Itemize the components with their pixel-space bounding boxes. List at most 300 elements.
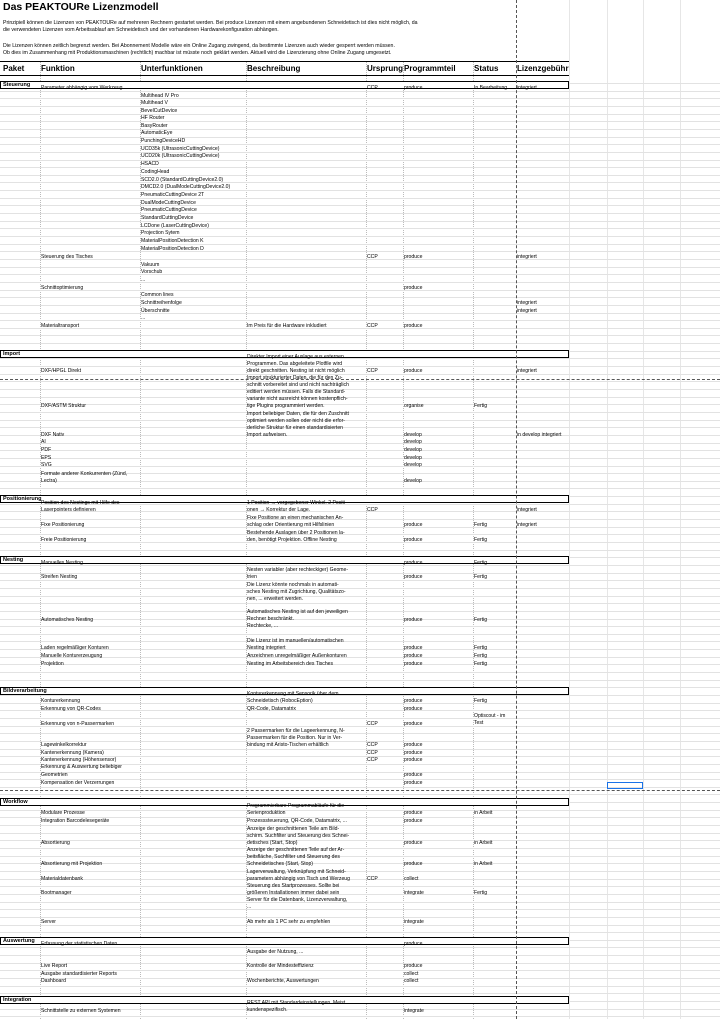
cell-text-line: Konturerkennung mit Sensorik über dem <box>247 691 339 697</box>
column-divider <box>569 0 570 1019</box>
row-divider <box>0 435 720 436</box>
cell-text-line: ... <box>247 904 252 910</box>
cell-text-line: Position des Nestings mit Hilfe des <box>41 500 120 506</box>
cell-text-line: Direkter Import einer Auslage aus externen <box>247 354 344 360</box>
intro-line: Ob dies im Zusammenhang mit Produktionsmaschinen (rechtlich) machbar ist müsste noch geklärt werden. Aktuell wird die Lizenzierung ohne Online Zugang umgesetzt. <box>3 50 392 56</box>
table-cell[interactable]: produce <box>404 963 423 969</box>
table-cell[interactable]: CCP <box>367 742 378 748</box>
table-cell[interactable]: organise <box>404 403 424 409</box>
column-header[interactable]: Ursprung <box>367 64 403 73</box>
cell-text-line: optimiert werden sollen oder nicht die erfor- <box>247 418 345 424</box>
cell-text-line: Bestehende Auslagen über 2 Positionen la- <box>247 530 345 536</box>
cell-text-line: schirm. Suchfilter und Steuerung des Schnei- <box>247 833 350 839</box>
table-cell[interactable]: Vorschub <box>141 269 163 275</box>
row-divider <box>0 932 720 933</box>
table-cell[interactable]: PunchingDeviceHD <box>141 138 186 144</box>
table-cell[interactable]: Lagewinkelkorrektur <box>41 742 87 748</box>
column-header[interactable]: Status <box>474 64 499 73</box>
cell-text-line: Nesting integriert <box>247 645 286 651</box>
table-cell[interactable]: DualModeCuttingDevice <box>141 200 196 206</box>
table-cell[interactable]: Wochenberichte, Auswertungen <box>247 978 319 984</box>
row-divider <box>0 198 720 199</box>
cell-text-line: REST API mit Standardeinstellungen. Meist <box>247 1000 346 1006</box>
table-cell[interactable]: BevelCutDevice <box>141 108 178 114</box>
row-divider <box>0 634 720 635</box>
table-cell[interactable]: Integration Barcodelesegeräte <box>41 818 110 824</box>
cell-text-line: Erkennung & Auswertung beliebiger <box>41 764 122 770</box>
table-cell[interactable]: Automatisches Nesting <box>41 617 94 623</box>
table-cell[interactable]: Nesting im Arbeitsbereich des Tisches <box>247 661 334 667</box>
cell-text-line: Import strukturierter Daten, die für den Zu- <box>247 375 343 381</box>
column-header[interactable]: Beschreibung <box>247 64 301 73</box>
row-divider <box>0 886 720 887</box>
table-cell[interactable]: in Arbeit <box>474 861 493 867</box>
table-cell[interactable]: produce <box>404 840 423 846</box>
table-cell[interactable]: integrate <box>404 1008 424 1014</box>
table-cell[interactable]: MaterialPositionDetection D <box>141 246 204 252</box>
table-cell[interactable]: Absortierung mit Projektion <box>41 861 103 867</box>
column-header[interactable]: Unterfunktionen <box>141 64 203 73</box>
table-cell[interactable]: develop <box>404 478 422 484</box>
table-cell[interactable]: Vakuum <box>141 262 160 268</box>
table-cell[interactable]: Manuelle Konturerzeugung <box>41 653 103 659</box>
table-cell[interactable]: in Arbeit <box>474 810 493 816</box>
row-divider <box>0 228 720 229</box>
cell-text-line: 1 Position → vorgegebener Winkel. 2 Positi- <box>247 500 347 506</box>
table-cell[interactable]: DXF Nativ <box>41 432 65 438</box>
table-cell[interactable]: CCP <box>367 368 378 374</box>
row-divider <box>0 833 720 834</box>
row-divider <box>0 825 720 826</box>
row-divider <box>0 397 720 398</box>
table-cell[interactable]: Fertig <box>474 537 488 543</box>
row-divider <box>0 144 720 145</box>
row-divider <box>0 565 720 566</box>
table-cell[interactable]: Kompensation der Verzerrungen <box>41 780 115 786</box>
table-cell[interactable]: QR-Code, Datamatrix <box>247 706 296 712</box>
table-cell[interactable]: MaterialPositionDetection K <box>141 238 204 244</box>
table-cell[interactable]: Anzeichnen unregelmäßiger Außenkonturen <box>247 653 347 659</box>
cell-text-line: Programmierbare Programmabläufe für die <box>247 803 345 809</box>
table-cell[interactable]: SVG <box>41 462 52 468</box>
table-cell[interactable]: Kantenerkennung (Höhensensor) <box>41 757 117 763</box>
row-divider <box>0 358 720 359</box>
cell-text-line: Optiscout - im <box>474 713 506 719</box>
row-divider <box>0 366 720 367</box>
table-cell[interactable]: Fertig <box>474 698 488 704</box>
table-cell[interactable]: develop <box>404 439 422 445</box>
table-cell[interactable]: Materialdatenbank <box>41 876 83 882</box>
table-cell[interactable]: UCD20k (UltrasonicCuttingDevice) <box>141 153 220 159</box>
cell-text-line: direkt geschnitten. Nesting ist nicht möglich <box>247 368 345 374</box>
row-divider <box>0 152 720 153</box>
row-divider <box>0 106 720 107</box>
row-divider <box>0 282 720 283</box>
row-divider <box>0 619 720 620</box>
table-cell[interactable]: produce <box>404 617 423 623</box>
table-cell[interactable]: produce <box>404 574 423 580</box>
table-cell[interactable]: collect <box>404 978 419 984</box>
row-divider <box>0 978 720 979</box>
cell-text-line: Rechtecke, ... <box>247 623 279 629</box>
table-cell[interactable]: Fertig <box>474 522 488 528</box>
cell-text-line: trien <box>247 574 257 580</box>
row-divider <box>0 121 720 122</box>
table-cell[interactable]: produce <box>404 780 423 786</box>
row-divider <box>0 160 720 161</box>
table-cell[interactable]: produce <box>404 285 423 291</box>
table-cell[interactable]: Manuelles Nesting <box>41 560 83 566</box>
row-divider <box>0 328 720 329</box>
cell-text-line: den, benötigt Projektion. Offline Nesting <box>247 537 337 543</box>
table-cell[interactable]: produce <box>404 645 423 651</box>
table-cell[interactable]: BasyRouter <box>141 123 168 129</box>
table-cell[interactable]: UCD35k (UltrasonicCuttingDevice) <box>141 146 220 152</box>
table-cell[interactable]: produce <box>404 368 423 374</box>
table-cell[interactable]: Fertig <box>474 661 488 667</box>
cell-text-line: Anzeige der geschnittenen Teile am Bild- <box>247 826 340 832</box>
row-divider <box>0 993 720 994</box>
table-cell[interactable]: integriert <box>517 308 537 314</box>
table-cell[interactable]: Fertig <box>474 890 488 896</box>
row-divider <box>0 894 720 895</box>
cell-text-line: 2 Passermarken für die Lageerkennung, N- <box>247 728 345 734</box>
table-cell[interactable]: integriert <box>517 254 537 260</box>
cell-text-line: schnitt vorbereitet sind und nicht nachträglich <box>247 382 349 388</box>
table-cell[interactable]: DXF/HPGL Direkt <box>41 368 82 374</box>
table-cell[interactable]: Multihead IV Pro <box>141 93 179 99</box>
row-divider <box>0 718 720 719</box>
table-cell[interactable]: integrate <box>404 890 424 896</box>
row-divider <box>0 917 720 918</box>
cell-text-line: Server für die Datenbank, Lizenzverwaltung, <box>247 897 348 903</box>
table-cell[interactable]: produce <box>404 721 423 727</box>
table-cell[interactable]: Erkennung von n-Passermarken <box>41 721 115 727</box>
table-cell[interactable]: CCP <box>367 254 378 260</box>
cell-text-line: parametern abhängig von Tisch und Werzeug <box>247 876 350 882</box>
column-divider <box>607 0 608 1019</box>
table-cell[interactable]: produce <box>404 861 423 867</box>
row-divider <box>0 488 720 489</box>
table-cell[interactable]: produce <box>404 522 423 528</box>
row-divider <box>0 963 720 964</box>
cell-text-line: Ausgabe der Nutzung, ... <box>247 949 304 955</box>
table-cell[interactable]: CodingHead <box>141 169 170 175</box>
table-cell[interactable]: AutomaticEye <box>141 130 173 136</box>
row-divider <box>0 733 720 734</box>
section-label: Import <box>3 351 21 357</box>
row-divider <box>0 810 720 811</box>
table-cell[interactable]: Kontrolle der Mindesteffizienz <box>247 963 314 969</box>
row-divider <box>0 641 720 642</box>
row-divider <box>0 626 720 627</box>
table-cell[interactable]: Projektion <box>41 661 64 667</box>
row-divider <box>0 420 720 421</box>
row-divider <box>0 1016 720 1017</box>
table-cell[interactable]: Ab mehr als 1 PC sehr zu empfehlen <box>247 919 331 925</box>
row-divider <box>0 710 720 711</box>
table-cell[interactable]: Prozesssteuerung, QR-Code, Datamatrix, ... <box>247 818 347 824</box>
row-divider <box>0 611 720 612</box>
row-divider <box>0 114 720 115</box>
table-cell[interactable]: Erfassung der statistischen Daten <box>41 941 118 947</box>
table-cell[interactable]: produce <box>404 698 423 704</box>
table-cell[interactable]: produce <box>404 706 423 712</box>
table-cell[interactable]: PDF <box>41 447 52 453</box>
table-cell[interactable]: Server <box>41 919 57 925</box>
row-divider <box>0 902 720 903</box>
row-divider <box>0 542 720 543</box>
table-cell[interactable]: produce <box>404 323 423 329</box>
table-cell[interactable]: Fertig <box>474 403 488 409</box>
cell-text-line: tige Plugins programmiert werden. <box>247 403 325 409</box>
table-cell[interactable]: integriert <box>517 300 537 306</box>
cell-text-line: Die Lizenz könnte nochmals in automati- <box>247 582 339 588</box>
table-cell[interactable]: Fertig <box>474 653 488 659</box>
table-cell[interactable]: ... <box>141 277 146 283</box>
cell-text-line: bindung mit Aristo-Tischen erhältlich <box>247 742 329 748</box>
table-cell[interactable]: EPS <box>41 455 52 461</box>
table-cell[interactable]: produce <box>404 254 423 260</box>
table-cell[interactable]: HSACD <box>141 161 159 167</box>
table-cell[interactable]: produce <box>404 560 423 566</box>
table-cell[interactable]: integriert <box>517 522 537 528</box>
table-cell[interactable]: CCP <box>367 721 378 727</box>
cell-text-line: Schneidetisch (RobocEption) <box>247 698 313 704</box>
row-divider <box>0 573 720 574</box>
row-divider <box>0 925 720 926</box>
table-cell[interactable]: Projection Sytem <box>141 230 180 236</box>
column-header[interactable]: Programmteil <box>404 64 456 73</box>
table-cell[interactable]: Schnittstelle zu externen Systemen <box>41 1008 121 1014</box>
row-divider <box>0 603 720 604</box>
table-cell[interactable]: Fertig <box>474 617 488 623</box>
section-label: Workflow <box>3 799 28 805</box>
row-divider <box>0 404 720 405</box>
cell-text-line: beitsfläche, Suchfilter und Steuerung des <box>247 854 340 860</box>
table-cell[interactable]: PneumaticCuttingDevice <box>141 207 197 213</box>
table-cell[interactable]: Absortierung <box>41 840 70 846</box>
table-cell[interactable]: CCP <box>367 85 378 91</box>
table-cell[interactable]: integriert <box>517 368 537 374</box>
table-cell[interactable]: Live Report <box>41 963 68 969</box>
row-divider <box>0 863 720 864</box>
cell-text-line: schlag oder Orientierung mit Hilfslinien <box>247 522 335 528</box>
row-divider <box>0 519 720 520</box>
table-cell[interactable]: AI <box>41 439 46 445</box>
row-divider <box>0 527 720 528</box>
table-cell[interactable]: Parameter abhängig vom Werkzeug <box>41 85 123 91</box>
row-divider <box>0 320 720 321</box>
column-header[interactable]: Lizenzgebühr <box>517 64 569 73</box>
table-cell[interactable]: Im Preis für die Hardware inkludiert <box>247 323 327 329</box>
cell-text-line: Formate anderer Konkurrenten (Zünd, <box>41 471 128 477</box>
column-divider <box>680 0 681 1019</box>
table-cell[interactable]: produce <box>404 537 423 543</box>
table-cell[interactable]: produce <box>404 661 423 667</box>
row-divider <box>0 129 720 130</box>
table-cell[interactable]: produce <box>404 742 423 748</box>
row-divider <box>0 955 720 956</box>
row-divider <box>0 657 720 658</box>
row-divider <box>0 450 720 451</box>
row-divider <box>0 443 720 444</box>
table-cell[interactable]: CCP <box>367 876 378 882</box>
section-label: Integration <box>3 997 32 1003</box>
table-cell[interactable]: Ausgabe standardisierter Reports <box>41 971 117 977</box>
table-cell[interactable]: HF Router <box>141 115 165 121</box>
row-divider <box>0 221 720 222</box>
cell-text-line: Serienproduktion <box>247 810 286 816</box>
cell-text-line: produce <box>404 772 423 778</box>
table-cell[interactable]: integriert <box>517 507 537 513</box>
table-cell[interactable]: develop <box>404 462 422 468</box>
cell-text-line: Anzeige der geschnittenen Teile auf der Ar- <box>247 847 345 853</box>
table-cell[interactable]: Modulare Prozesse <box>41 810 85 816</box>
table-cell[interactable]: in Arbeit <box>474 840 493 846</box>
row-divider <box>0 305 720 306</box>
table-cell[interactable]: Überschnitte <box>141 308 170 314</box>
table-cell[interactable]: SCD2.0 (StandardCuttingDevice2.0) <box>141 177 224 183</box>
table-cell[interactable]: Multihead V <box>141 100 168 106</box>
table-cell[interactable]: Freie Positionierung <box>41 537 87 543</box>
table-cell[interactable]: develop <box>404 447 422 453</box>
row-divider <box>0 534 720 535</box>
table-cell[interactable]: Schnittreihenfolge <box>141 300 182 306</box>
table-cell[interactable]: produce <box>404 750 423 756</box>
row-divider <box>0 236 720 237</box>
row-divider <box>0 343 720 344</box>
row-divider <box>0 374 720 375</box>
table-cell[interactable]: integrate <box>404 919 424 925</box>
table-cell[interactable]: ... <box>141 315 146 321</box>
row-divider <box>0 412 720 413</box>
table-cell[interactable]: Konturerkennung <box>41 698 81 704</box>
row-divider <box>0 871 720 872</box>
row-divider <box>0 580 720 581</box>
table-cell[interactable]: Erkennung von QR-Codes <box>41 706 101 712</box>
table-cell[interactable]: collect <box>404 971 419 977</box>
row-divider <box>0 703 720 704</box>
table-cell[interactable]: Laden regelmäßiger Konturen <box>41 645 109 651</box>
row-divider <box>0 259 720 260</box>
table-cell[interactable]: CCP <box>367 750 378 756</box>
section-label: Bildverarbeitung <box>3 688 47 694</box>
row-divider <box>0 986 720 987</box>
table-cell[interactable]: develop <box>404 455 422 461</box>
page-title: Das PEAKTOURe Lizenzmodell <box>3 1 159 13</box>
table-cell[interactable]: PneumaticCuttingDevice 2T <box>141 192 205 198</box>
row-divider <box>0 909 720 910</box>
cell-text-line: onen → Korrektur der Lage. <box>247 507 311 513</box>
row-divider <box>0 182 720 183</box>
table-cell[interactable]: CCP <box>367 757 378 763</box>
row-divider <box>0 244 720 245</box>
table-cell[interactable]: collect <box>404 876 419 882</box>
cell-text-line: nen, ... erweitert werden. <box>247 596 304 602</box>
cell-text-line: Die Lizenz ist im manuellen/automatischen <box>247 638 344 644</box>
table-cell[interactable]: integriert <box>517 85 537 91</box>
row-divider <box>0 511 720 512</box>
table-cell[interactable]: Fertig <box>474 574 488 580</box>
row-divider <box>0 267 720 268</box>
table-cell[interactable]: StandardCuttingDevice <box>141 215 194 221</box>
row-divider <box>0 213 720 214</box>
intro-line: Prinzipiell können die Lizenzen von PEAKTOURe auf mehreren Rechnern gestartet werden. Bei produce Lizenzen mit einem angebundenen Schneidetisch ist dies nicht möglich, da <box>3 20 418 26</box>
table-cell[interactable]: Fixe Positionierung <box>41 522 85 528</box>
table-cell[interactable]: Streifen Nesting <box>41 574 78 580</box>
cell-text-line: Passermarken für die Position. Nur in Ver- <box>247 735 343 741</box>
cell-text-line: Fixe Positione an einen mechanischen An- <box>247 515 344 521</box>
cell-text-line: Lectra) <box>41 478 57 484</box>
table-cell[interactable]: develop <box>404 432 422 438</box>
row-divider <box>0 167 720 168</box>
column-header[interactable]: Funktion <box>41 64 75 73</box>
row-divider <box>0 137 720 138</box>
table-cell[interactable]: Dashboard <box>41 978 66 984</box>
cell-text-line: derliche Struktur für einen standardisierten <box>247 425 343 431</box>
row-divider <box>0 596 720 597</box>
table-cell[interactable]: Schnittoptimierung <box>41 285 84 291</box>
intro-line: Die Lizenzen können zeitlich begrenzt werden. Bei Abonnement Modelle wäre ein Online Zugang zwingend, da bestimmte Lizenzen auch wieder gesperrt werden müssen. <box>3 43 395 49</box>
row-divider <box>0 481 720 482</box>
table-cell[interactable]: In Bearbeitung <box>474 85 508 91</box>
header-top-border <box>0 61 569 62</box>
table-cell[interactable]: DMCD2.0 (DualModeCuttingDevice2.0) <box>141 184 231 190</box>
table-cell[interactable]: produce <box>404 818 423 824</box>
table-cell[interactable]: DXF/ASTM Struktur <box>41 403 87 409</box>
cell-text-line: Steuerung des Startprozesses. Sollte bei <box>247 883 340 889</box>
column-header[interactable]: Paket <box>3 64 25 73</box>
page-break-line <box>0 790 720 791</box>
row-divider <box>0 274 720 275</box>
table-cell[interactable]: Common lines <box>141 292 174 298</box>
table-cell[interactable]: CCP <box>367 323 378 329</box>
row-divider <box>0 175 720 176</box>
cell-text-line: Laserpointers definieren <box>41 507 96 513</box>
page-break-line <box>0 379 720 380</box>
table-cell[interactable]: Kantenerkennung (Kamera) <box>41 750 104 756</box>
cell-text-line: kundenspezifisch. <box>247 1007 288 1013</box>
selected-cell[interactable] <box>607 782 643 789</box>
table-cell[interactable]: Fertig <box>474 560 488 566</box>
row-divider <box>0 772 720 773</box>
table-cell[interactable]: Bootmanager <box>41 890 72 896</box>
table-cell[interactable]: produce <box>404 810 423 816</box>
table-cell[interactable]: in develop integriert <box>517 432 562 438</box>
table-cell[interactable]: CCP <box>367 507 378 513</box>
table-cell[interactable]: produce <box>404 757 423 763</box>
table-cell[interactable]: produce <box>404 85 423 91</box>
table-cell[interactable]: LCDone (LaserCuttingDevice) <box>141 223 209 229</box>
table-cell[interactable]: Steuerung des Tisches <box>41 254 93 260</box>
section-label: Nesting <box>3 557 24 563</box>
cell-text-line: Rechner beschränkt. <box>247 616 295 622</box>
page-break-line <box>516 0 517 1019</box>
cell-text-line: Geometrien <box>41 772 68 778</box>
row-divider <box>0 840 720 841</box>
intro-line: die verwendeten Lizenzen vom Arbeitsablauf am Schneidetisch und der vorhandenen Hardwarekonfiguration abhängen. <box>3 27 279 33</box>
table-cell[interactable]: produce <box>404 941 423 947</box>
row-divider <box>0 695 720 696</box>
section-label: Steuerung <box>3 82 31 88</box>
table-cell[interactable]: Materialtransport <box>41 323 80 329</box>
cell-text-line: Test <box>474 720 484 726</box>
cell-text-line: Schneidetisches (Start, Stop) <box>247 861 313 867</box>
row-divider <box>0 98 720 99</box>
table-cell[interactable]: Fertig <box>474 645 488 651</box>
table-cell[interactable]: produce <box>404 653 423 659</box>
